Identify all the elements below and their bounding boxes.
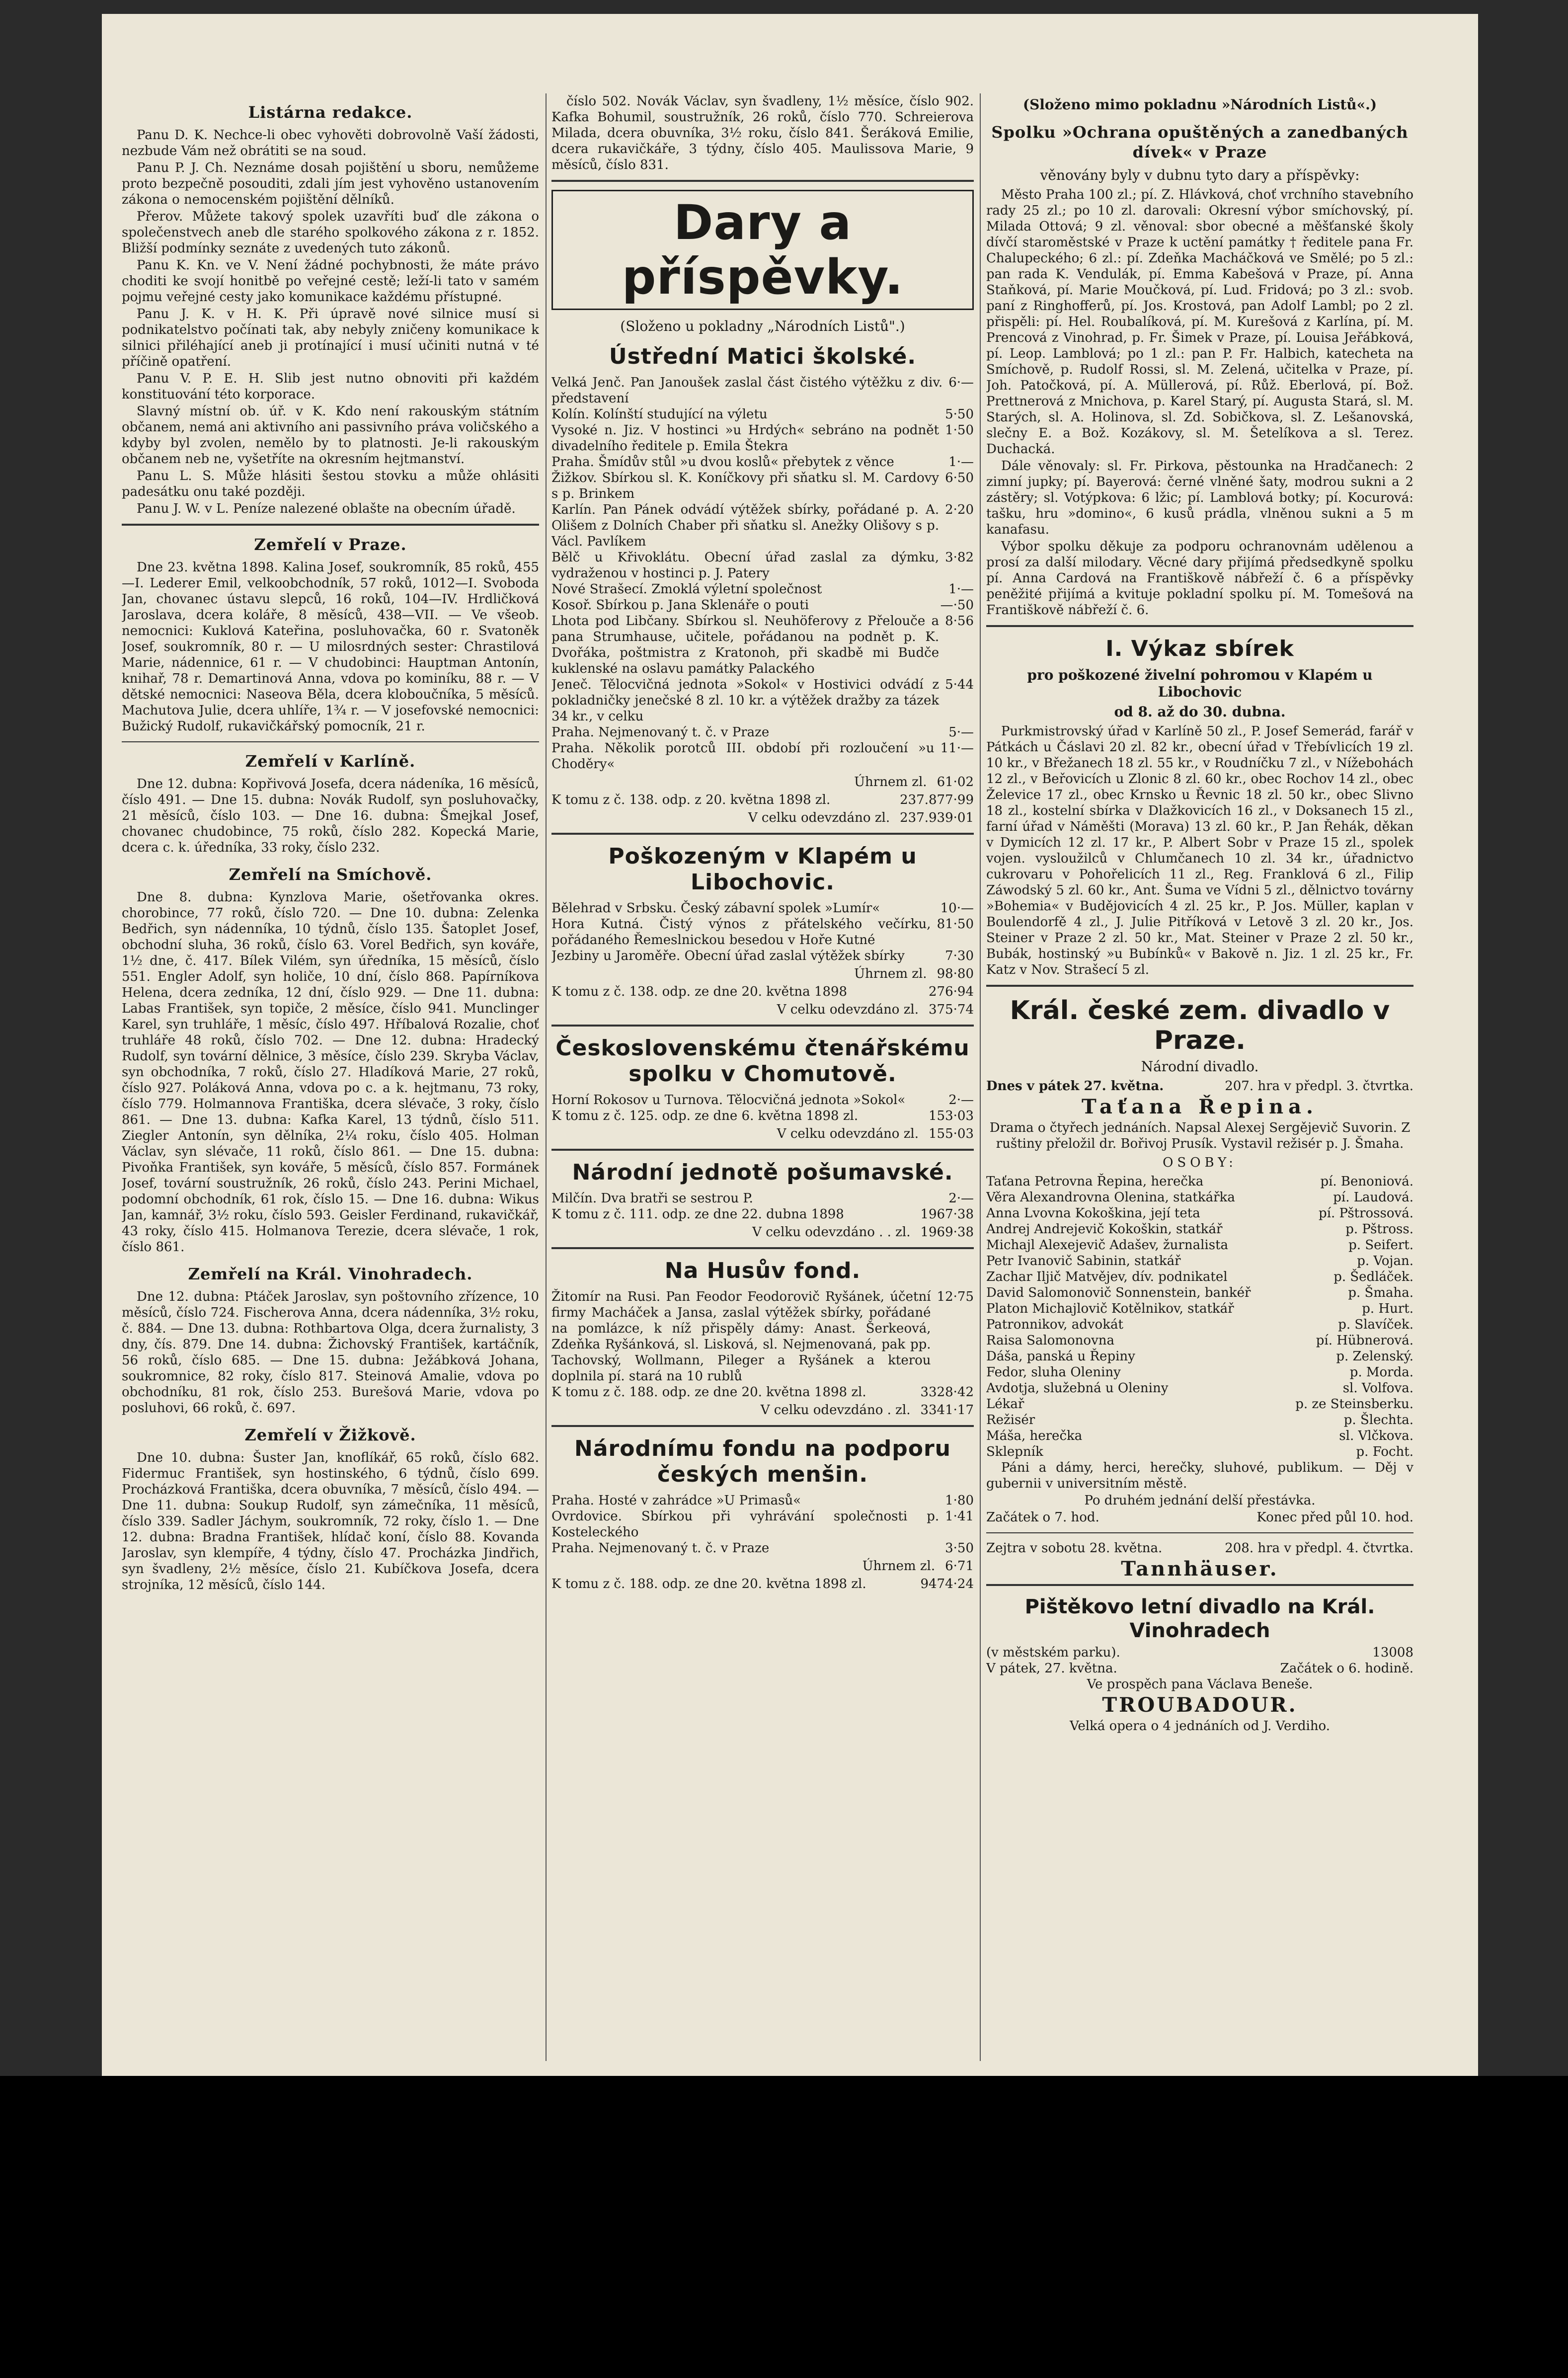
cast-actor: p. Focht. xyxy=(1356,1444,1413,1459)
donation-text: Nové Strašecí. Zmoklá výletní společnost xyxy=(551,582,822,597)
prev-amount: 3328·42 xyxy=(920,1385,974,1400)
total-amount: 98·80 xyxy=(937,966,974,981)
cast-role: Zachar Iljič Matvějev, dív. podnikatel xyxy=(986,1269,1228,1284)
donation-row xyxy=(551,916,974,948)
cast-row xyxy=(986,1237,1413,1253)
praha-heading: Zemřelí v Praze. xyxy=(254,535,407,554)
donation-amount: 10·— xyxy=(940,901,974,916)
cast-role: Andrej Andrejevič Kokoškin, statkář xyxy=(986,1222,1223,1237)
donation-row xyxy=(551,740,974,772)
donation-amount: 2·20 xyxy=(945,502,974,517)
donation-amount: 3·50 xyxy=(945,1541,974,1556)
cast-role: Dáša, panská u Řepiny xyxy=(986,1349,1135,1364)
cast-role: Petr Ivanovič Sabinin, statkář xyxy=(986,1254,1181,1268)
donation-amount: 6·— xyxy=(948,375,974,390)
friday-performance: 207. hra v předpl. 3. čtvrtka. xyxy=(1225,1079,1413,1094)
cast-actor: pí. Benoniová. xyxy=(1320,1174,1413,1189)
cast-row xyxy=(986,1189,1413,1205)
dary-heading: Dary a příspěvky. xyxy=(551,190,974,310)
cast-role: Režisér xyxy=(986,1413,1035,1427)
donation-row xyxy=(551,724,974,740)
smichov-text: Dne 8. dubna: Kynzlova Marie, ošetřovanka okres. chorobince, 77 roků, číslo 720. — Dne 10. dubna: Zelenka Bedřich, syn nádenníka, 10 týdnů, číslo 135. Šatoplet Josef, obchodní sluha, 36 roků, číslo 63. Vorel Bedřich, syn kováře, 1½ dne, č. 417. Bílek Vilém, syn úředníka, 15 měsíců, číslo 551. Engler Adolf, syn holiče, 10 dní, číslo 868. Papírníkova Helena, dcera zedníka, 12 dní, číslo 929. — Dne 11. dubna: Labas František, syn topiče, 2 měsíce, číslo 941. Munclinger Karel, syn truhláře, 1 měsíc, číslo 497. Hříbalová Rozalie, choť truhláře 48 roků, číslo 702. — Dne 12. dubna: Hradecký Rudolf, syn tovární dělnice, 3 měsíce, číslo 239. Skryba Václav, syn obchodníka, 7 roků, číslo 27. Hladíková Marie, 27 roků, číslo 927. Poláková Anna, vdova po c. a k. hejtmanu, 73 roky, číslo 779. Holmannova Františka, dcera slévače, 3 roky, číslo 861. — Dne 13. dubna: Kafka Karel, 13 týdnů, číslo 511. Ziegler Antonín, syn dělníka, 2¼ roku, číslo 405. Holman Václav, syn slévače, 11 roků, číslo 861. — Dne 15. dubna: Pivoňka František, syn kováře, 5 měsíců, číslo 857. Formánek Josef, tovární soustružník, 26 roků, číslo 243. Perini Michael, podomní obchodník, 61 rok, číslo 15. — Dne 16. dubna: Wikus Jan, kamnář, 3½ roku, číslo 593. Geisler Ferdinand, rukavičkář, 43 roky, číslo 415. Holmanova Terezie, dcera slévače, 1 rok, číslo 861. xyxy=(122,890,539,1255)
mensiny-prev xyxy=(551,1576,974,1592)
prev-label: K tomu z č. 188. odp. ze dne 20. května 1898 zl. xyxy=(551,1577,866,1591)
cast-role: David Salomonovič Sonnenstein, bankéř xyxy=(986,1285,1251,1300)
listarna-item: Panu J. W. v L. Peníze nalezené oblašte na obecním úřadě. xyxy=(137,501,516,516)
cast-role: Taťana Petrovna Řepina, herečka xyxy=(986,1174,1204,1189)
sum-label: V celku odevzdáno zl. xyxy=(777,1126,919,1141)
sum-label: V celku odevzdáno zl. xyxy=(777,1002,919,1017)
chomutov-heading: Československému čtenářskému spolku v Chomutově. xyxy=(555,1035,970,1087)
divider xyxy=(551,180,974,182)
posumava-list xyxy=(551,1190,974,1206)
listarna-item: Panu P. J. Ch. Neznáme dosah pojištění u sboru, nemůžeme proto bezpečně posouditi, zdali jím jest vyhověno ustanovením zákona o nemocenském pojištění dělníků. xyxy=(122,160,539,207)
total-amount: 61·02 xyxy=(937,775,974,790)
cast-row xyxy=(986,1253,1413,1269)
cast-row xyxy=(986,1412,1413,1428)
prev-label: K tomu z č. 125. odp. ze dne 6. května 1898 zl. xyxy=(551,1109,859,1123)
cast-row xyxy=(986,1205,1413,1221)
listarna-item: Panu L. S. Může hlásiti šestou stovku a může ohlásiti padesátku onu také později. xyxy=(122,469,539,499)
donation-text: Vysoké n. Jiz. V hostinci »u Hrdých« sebráno na podnět divadelního ředitele p. Emila Štekra xyxy=(551,423,940,454)
prev-amount: 153·03 xyxy=(929,1109,974,1123)
donation-row xyxy=(551,502,974,550)
donation-text: Praha. Šmídův stůl »u dvou koslů« přebytek z věnce xyxy=(551,455,894,470)
cast-row xyxy=(986,1221,1413,1237)
donation-row xyxy=(551,550,974,581)
donation-text: Praha. Několik porotců III. období při rozloučení »u Choděry« xyxy=(551,741,935,772)
spolek-heading: Spolku »Ochrana opuštěných a zanedbaných dívek« v Praze xyxy=(991,123,1409,161)
karline-heading: Zemřelí v Karlíně. xyxy=(245,752,416,771)
donation-amount: 2·— xyxy=(948,1191,974,1206)
divider xyxy=(986,1532,1413,1533)
cast-row xyxy=(986,1380,1413,1396)
play-title: Taťana Řepina. xyxy=(1082,1095,1318,1118)
donation-amount: 5·44 xyxy=(945,677,974,692)
divider xyxy=(551,1025,974,1027)
cast-row xyxy=(986,1396,1413,1412)
prev-amount: 9474·24 xyxy=(920,1577,974,1591)
cast-actor: pí. Pštrossová. xyxy=(1319,1206,1413,1221)
right-column xyxy=(986,93,1413,2061)
cast-role: Věra Alexandrovna Olenina, statkářka xyxy=(986,1190,1235,1205)
listarna-list xyxy=(122,127,539,517)
mensiny-heading: Národnímu fondu na podporu českých menšin. xyxy=(574,1436,951,1487)
donation-row xyxy=(551,597,974,613)
matice-prev xyxy=(551,792,974,808)
divider xyxy=(986,625,1413,627)
cast-row xyxy=(986,1285,1413,1301)
end-time: Konec před půl 10. hod. xyxy=(1256,1510,1413,1525)
donation-amount: 81·50 xyxy=(937,917,974,932)
klapy-total xyxy=(551,966,974,982)
divider xyxy=(551,1149,974,1151)
donation-text: Kosoř. Sbírkou p. Jana Sklenáře o pouti xyxy=(551,598,809,613)
sum-amount: 375·74 xyxy=(929,1002,974,1017)
theatre-subheading: Národní divadlo. xyxy=(1141,1058,1259,1075)
cast-list xyxy=(986,1174,1413,1460)
donation-amount: 8·56 xyxy=(945,614,974,629)
mid-top-text: číslo 502. Novák Václav, syn švadleny, 1½ měsíce, číslo 902. Kafka Bohumil, soustružník, 26 roků, číslo 770. Schreierova Milada, dcera obuvníka, 3½ roku, číslo 841. Šeráková Emilie, dcera rukavičkáře, 3 týdny, číslo 405. Maulissova Marie, 9 měsíců, číslo 831. xyxy=(551,94,974,172)
husuv-list xyxy=(551,1289,974,1384)
cast-row xyxy=(986,1364,1413,1380)
donation-amount: —·50 xyxy=(940,598,974,613)
matice-total xyxy=(551,774,974,790)
donation-text: Praha. Nejmenovaný t. č. v Praze xyxy=(551,1541,770,1556)
right-top-sub: (Složeno mimo pokladnu »Národních Listů«.) xyxy=(1022,96,1377,113)
klapy-sum xyxy=(551,1002,974,1018)
matice-list xyxy=(551,375,974,772)
donation-amount: 3·82 xyxy=(945,550,974,565)
husuv-sum xyxy=(551,1402,974,1418)
sum-amount: 237.939·01 xyxy=(900,810,974,825)
donation-row xyxy=(551,1493,974,1508)
cast-actor: p. Pštross. xyxy=(1345,1222,1413,1237)
cast-role: Patronnikov, advokát xyxy=(986,1317,1123,1332)
klapy-prev xyxy=(551,984,974,1000)
donation-row xyxy=(551,1092,974,1108)
prev-amount: 1967·38 xyxy=(920,1207,974,1222)
cast-row xyxy=(986,1428,1413,1444)
saturday-performance: 208. hra v předpl. 4. čtvrtka. xyxy=(1225,1541,1413,1556)
cast-actor: p. Šlechta. xyxy=(1343,1413,1413,1427)
donation-text: Horní Rokosov u Turnova. Tělocvičná jednota »Sokol« xyxy=(551,1093,906,1108)
donation-text: Praha. Hosté v zahrádce »U Primasů« xyxy=(551,1493,801,1508)
middle-column xyxy=(551,93,974,2061)
divider xyxy=(986,985,1413,987)
donation-text: Velká Jenč. Pan Janoušek zaslal část čistého výtěžku z div. představení xyxy=(551,375,943,406)
cast-role: Máša, herečka xyxy=(986,1428,1083,1443)
husuv-prev xyxy=(551,1384,974,1400)
total-label: Úhrnem zl. xyxy=(862,1559,936,1574)
zizkov-text: Dne 10. dubna: Šuster Jan, knoflíkář, 65 roků, číslo 682. Fidermuc František, syn hostinského, 6 týdnů, číslo 699. Procházková Františka, dcera obuvníka, 7 měsíců, číslo 494. — Dne 11. dubna: Soukup Rudolf, syn zámečníka, 11 měsíců, číslo 339. Sadler Jáchym, soukromník, 72 roky, číslo 1. — Dne 12. dubna: Bradna František, hlídač koní, číslo 88. Kovanda Jaroslav, syn klempíře, 4 týdny, číslo 47. Procházka Jindřich, syn švadleny, 2½ měsíce, číslo 21. Kubíčkova Josefa, dcera strojníka, 12 měsíců, číslo 144. xyxy=(122,1450,539,1592)
donation-row xyxy=(551,470,974,502)
donation-text: Praha. Nejmenovaný t. č. v Praze xyxy=(551,725,770,740)
cast-actor: p. ze Steinsberku. xyxy=(1295,1397,1413,1412)
vinohrady-date: V pátek, 27. května. xyxy=(986,1661,1117,1676)
dary-subheading: (Složeno u pokladny „Národních Listů".) xyxy=(620,318,905,334)
prev-label: K tomu z č. 188. odp. ze dne 20. května 1898 zl. xyxy=(551,1385,866,1400)
mensiny-total xyxy=(551,1558,974,1574)
listarna-item: Panu J. K. v H. K. Při úpravě nové silnice musí si podnikatelstvo počínati tak, aby nebyly zničeny komunikace k silnici přiléhající aneb ji protínající i musí učiniti nutná v té příčině opatření. xyxy=(122,307,539,369)
chomutov-list xyxy=(551,1092,974,1108)
donation-text: Karlín. Pan Pánek odvádí výtěžek sbírky, pořádané p. A. Olišem z Dolních Chaber při sňatku sl. Anežky Olišovy s p. Václ. Pavlíkem xyxy=(551,502,940,549)
klapy-list xyxy=(551,900,974,964)
cast-actor: p. Vojan. xyxy=(1357,1254,1413,1268)
donation-text: Milčín. Dva bratři se sestrou P. xyxy=(551,1191,753,1206)
donation-row xyxy=(551,1540,974,1556)
sum-amount: 3341·17 xyxy=(920,1403,974,1418)
divider xyxy=(551,1425,974,1427)
black-background xyxy=(0,2076,1568,2378)
donation-amount: 1·41 xyxy=(945,1509,974,1524)
donation-text: Jezbiny u Jaroměře. Obecní úřad zaslal výtěžek sbírky xyxy=(551,949,905,963)
donation-text: Hora Kutná. Čistý výnos z přátelského večírku, pořádaného Řemeslnickou besedou v Hoře Kutné xyxy=(551,917,931,948)
saturday-label: Zejtra v sobotu 28. května. xyxy=(986,1541,1163,1556)
donation-row xyxy=(551,454,974,470)
cast-actor: sl. Volfova. xyxy=(1342,1381,1413,1396)
donation-amount: 1·50 xyxy=(945,423,974,438)
karline-text: Dne 12. dubna: Kopřivová Josefa, dcera nádeníka, 16 měsíců, číslo 491. — Dne 15. dubna: Novák Rudolf, syn posluhovačky, 21 měsíců, číslo 103. — Dne 16. dubna: Šmejkal Josef, chovanec chudobince, 75 roků, číslo 282. Kopecká Marie, dcera c. k. úředníka, 33 roky, číslo 232. xyxy=(122,777,539,855)
donation-text: Kolín. Kolínští studující na výletu xyxy=(551,407,768,422)
cast-actor: pí. Laudová. xyxy=(1333,1190,1413,1205)
start-time: Začátek o 7. hod. xyxy=(986,1510,1099,1525)
smichov-heading: Zemřelí na Smíchově. xyxy=(229,865,432,884)
divider xyxy=(122,524,539,526)
cast-role: Michajl Alexejevič Adašev, žurnalista xyxy=(986,1238,1229,1253)
posumava-sum xyxy=(551,1224,974,1240)
donation-row xyxy=(551,1289,974,1384)
donation-row xyxy=(551,613,974,677)
column-divider xyxy=(546,93,547,2061)
column-divider xyxy=(980,93,981,2061)
posumava-heading: Národní jednotě pošumavské. xyxy=(572,1160,953,1185)
theatre-heading: Král. české zem. divadlo v Praze. xyxy=(1010,996,1390,1055)
cast-heading: OSOBY: xyxy=(1163,1155,1237,1170)
cast-actor: p. Zelenský. xyxy=(1336,1349,1413,1364)
prev-label: K tomu z č. 138. odp. ze dne 20. května 1898 xyxy=(551,984,848,999)
listarna-item: Slavný místní ob. úř. v K. Kdo není rakouským státním občanem, nemá ani aktivního ani passivního práva voličského a kdyby byl zvolen, nemělo by to platnosti. Je-li rakouským občanem neb ne, vyšetříte na okresním hejtmanství. xyxy=(122,404,539,467)
cast-role: Raisa Salomonovna xyxy=(986,1333,1115,1348)
donation-amount: 1·— xyxy=(948,582,974,597)
vykaz-subheading: pro poškozené živelní pohromou v Klapém u Libochovic xyxy=(1027,667,1373,700)
posumava-prev xyxy=(551,1206,974,1222)
donation-amount: 1·— xyxy=(948,455,974,470)
listarna-item: Panu V. P. E. H. Slib jest nutno obnoviti při každém konstituování této korporace. xyxy=(122,371,539,402)
spolek-text-3: Výbor spolku děkuje za podporu ochranovnám udělenou a prosí za další milodary. Věcné dary přijímá předsedkyně spolku pí. Anna Cardová na Františkově nábřeží č. 6 a příspěvky peněžité přijímá a kvituje pokladní spolku pí. M. Tomešová na Františkově nábřeží č. 6. xyxy=(986,539,1413,618)
donation-amount: 11·— xyxy=(940,741,974,756)
matice-sum xyxy=(551,810,974,826)
donation-amount: 6·50 xyxy=(945,471,974,485)
mensiny-list xyxy=(551,1493,974,1556)
cast-row xyxy=(986,1174,1413,1189)
vykaz-date: od 8. až do 30. dubna. xyxy=(1114,704,1286,720)
donation-row xyxy=(551,422,974,454)
cast-role: Avdotja, služebná u Oleniny xyxy=(986,1381,1169,1396)
cast-row xyxy=(986,1444,1413,1460)
donation-amount: 1·80 xyxy=(945,1493,974,1508)
cast-actor: sl. Vlčkova. xyxy=(1339,1428,1413,1443)
chomutov-sum xyxy=(551,1126,974,1142)
cast-role: Sklepník xyxy=(986,1444,1043,1459)
listarna-item: Panu K. Kn. ve V. Není žádné pochybnosti, že máte právo choditi ke svojí honitbě po veřejné cestě; leží-li tato v samém pojmu veřejné cesty jako komunikace každému přístupné. xyxy=(122,258,539,305)
donation-amount: 12·75 xyxy=(937,1289,974,1304)
donation-text: Lhota pod Libčany. Sbírkou sl. Neuhöferovy z Přelouče a pana Strumhause, učitele, pořádanou na podnět p. K. Dvořáka, poštmistra z Kratonoh, při skadbě mi Budče kuklenské na oslavu památky Palackého xyxy=(551,614,940,676)
cast-note: Páni a dámy, herci, herečky, sluhové, publikum. — Děj v gubernii v universitním městě. xyxy=(986,1460,1413,1491)
listarna-item: Přerov. Můžete takový spolek uzavříti buď dle zákona o společenstvech aneb dle starého spolkového zákona z r. 1852. Bližší podmínky seznáte z uvedených tuto zákonů. xyxy=(122,209,539,256)
prev-amount: 237.877·99 xyxy=(900,793,974,807)
cast-note-2: Po druhém jednání delší přestávka. xyxy=(1084,1493,1316,1508)
spolek-text: Město Praha 100 zl.; pí. Z. Hlávková, choť vrchního stavebního rady 25 zl.; po 10 zl. darovali: Okresní výbor smíchovský, pí. Milada Ottová; 9 zl. věnoval: sbor obecné a měšťanské školy dívčí staroměstské v Praze k uctění památky † ředitele pana Fr. Chalupeckého; 6 zl.: pí. Zdeňka Macháčková ve Smělé; po 5 zl.: pan rada K. Vendulák, pí. Emma Kabešová v Praze, pí. Anna Staňková, pí. Marie Moučková, pí. Lud. Fridová; po 3 zl.: svob. paní z Ringhofferů, pí. Jos. Krostová, pan Adolf Lambl; po 2 zl. přispěli: pí. Hel. Roubalíková, pí. M. Kurešová z Karlína, pí. M. Prencová z Vinohrad, p. Fr. Šimek v Praze, pí. Louisa Jeřábková, pí. Leop. Lamblová; po 1 zl.: pan P. Fr. Halbich, katecheta na Smíchově, p. Rudolf Rossi, sl. M. Zelená, učitelka v Praze, pí. Joh. Patočková, pí. A. Müllerová, pí. Růž. Eberlová, pí. Bož. Prettnerová z Mnichova, p. Karel Starý, pí. Augusta Stará, sl. M. Starých, sl. A. Holinova, sl. Zd. Sobičkova, sl. Z. Lešanovská, slečny E. a Bož. Kozákovy, sl. M. Šetelíkova a sl. Terez. Duchacká. xyxy=(986,187,1413,457)
donation-amount: 5·50 xyxy=(945,407,974,422)
divider xyxy=(551,833,974,835)
donation-row xyxy=(551,581,974,597)
cast-actor: p. Hurt. xyxy=(1362,1301,1413,1316)
sum-amount: 155·03 xyxy=(929,1126,974,1141)
cast-row xyxy=(986,1269,1413,1285)
donation-row xyxy=(551,1508,974,1540)
saturday-play: Tannhäuser. xyxy=(1121,1557,1279,1581)
cast-row xyxy=(986,1317,1413,1333)
donation-amount: 7·30 xyxy=(945,949,974,963)
donation-row xyxy=(551,948,974,964)
donation-text: Žižkov. Sbírkou sl. K. Koníčkovy při sňatku sl. M. Cardovy s p. Brinkem xyxy=(551,471,940,501)
klapy-heading: Poškozeným v Klapém u Libochovic. xyxy=(608,844,917,895)
cast-actor: p. Slavíček. xyxy=(1338,1317,1413,1332)
matice-heading: Ústřední Matici školské. xyxy=(609,344,917,369)
total-label: Úhrnem zl. xyxy=(854,775,927,790)
cast-row xyxy=(986,1348,1413,1364)
vinohrady-text: Dne 12. dubna: Ptáček Jaroslav, syn poštovního zřízence, 10 měsíců, číslo 724. Fischerova Anna, dcera nádenníka, 3½ roku, č. 884. — Dne 13. dubna: Rothbartova Olga, dcera žurnalisty, 3 dny, čís. 879. Dne 14. dubna: Žichovský František, kartáčník, 56 roků, číslo 685. — Dne 15. dubna: Ježábková Johana, soukromnice, 82 roky, číslo 817. Steinová Amalie, vdova po obchodníku, 81 rok, číslo 253. Burešová Marie, vdova po posluhovi, 66 roků, č. 697. xyxy=(122,1289,539,1416)
chomutov-prev xyxy=(551,1108,974,1124)
donation-amount: 2·— xyxy=(948,1093,974,1108)
vinohrady-benefit: Ve prospěch pana Václava Beneše. xyxy=(1087,1677,1313,1692)
spolek-intro: věnovány byly v dubnu tyto dary a příspěvky: xyxy=(1040,167,1360,183)
donation-amount: 5·— xyxy=(948,725,974,740)
time-line xyxy=(986,1509,1413,1525)
cast-actor: p. Šmaha. xyxy=(1348,1285,1413,1300)
donation-row xyxy=(551,1190,974,1206)
sum-label: V celku odevzdáno zl. xyxy=(748,810,890,825)
vinohrady-description: Velká opera o 4 jednáních od J. Verdiho. xyxy=(1069,1719,1331,1734)
saturday-line xyxy=(986,1540,1413,1556)
vinohrady-number: 13008 xyxy=(1372,1645,1413,1660)
vinohrady-sub: (v městském parku). xyxy=(986,1645,1120,1660)
cast-role: Anna Lvovna Kokoškina, její teta xyxy=(986,1206,1200,1221)
spolek-text-2: Dále věnovaly: sl. Fr. Pirkova, pěstounka na Hradčanech: 2 zimní jupky; pí. Bayerová: černé vlněné šaty, modrou sukni a 2 zástěry; sl. Votýpkova: 6 lžic; pí. Lamblová botky; pí. Kocurová: tašku, hru »domino«, 6 kusů prádla, vlněnou sukni a 5 m kanafasu. xyxy=(986,459,1413,537)
donation-row xyxy=(551,375,974,406)
donation-text: Bělehrad v Srbsku. Český zábavní spolek »Lumír« xyxy=(551,901,880,916)
friday-label: Dnes v pátek 27. května. xyxy=(986,1079,1164,1094)
divider xyxy=(551,1247,974,1249)
donation-text: Ovrdovice. Sbírkou při vyhrávání společnosti p. Kosteleckého xyxy=(551,1509,940,1540)
prev-amount: 276·94 xyxy=(929,984,974,999)
vinohrady-sub-line xyxy=(986,1645,1413,1661)
listarna-item: Panu D. K. Nechce-li obec vyhověti dobrovolně Vaší žádosti, nezbude Vám než obrátiti se na soud. xyxy=(122,128,539,159)
donation-row xyxy=(551,900,974,916)
newspaper-page xyxy=(102,14,1478,2076)
husuv-heading: Na Husův fond. xyxy=(664,1258,861,1283)
cast-actor: p. Šedláček. xyxy=(1333,1269,1413,1284)
sum-label: V celku odevzdáno . . zl. xyxy=(752,1225,911,1240)
friday-line xyxy=(986,1078,1413,1094)
left-column xyxy=(122,93,539,2061)
donation-text: Jeneč. Tělocvičná jednota »Sokol« v Hostivici odvádí z pokladničky jenečské 8 zl. 10 kr. a výtěžek dražby za tázek 34 kr., v celku xyxy=(551,677,940,724)
donation-text: Bělč u Křivoklátu. Obecní úřad zaslal za dýmku, vydraženou v hostinci p. J. Patery xyxy=(551,550,940,581)
donation-text: Žitomír na Rusi. Pan Feodor Feodorovič Ryšánek, účetní firmy Macháček a Jansa, zaslal výtěžek sbírky, pořádané na pomlázce, k níž přispěly dámy: Anast. Šerkeová, Zdeňka Ryšánková, sl. Lisková, sl. Nejmenovaná, pak pp. Tachovský, Wollmann, Pileger a Ryšánek a kterou doplnila pí. stará na 10 rublů xyxy=(551,1289,931,1384)
vinohrady-play: TROUBADOUR. xyxy=(1102,1693,1298,1717)
vinohrady-heading: Zemřelí na Král. Vinohradech. xyxy=(188,1265,473,1283)
vykaz-text: Purkmistrovský úřad v Karlíně 50 zl., P. Josef Semerád, farář v Pátkách u Čáslavi 20 zl. 82 kr., obecní úřad v Třebívlicích 19 zl. 10 kr., v Břežanech 18 zl. 55 kr., v Roudníčku 7 zl., v Nížebohách 12 zl., v Beřovicích u Zlonic 8 zl. 60 kr., obec Rochov 14 zl., obec Želevice 17 zl., obec Krnsko u Řevnic 18 zl. 50 kr., obec Slivno 18 zl., kostelní sbírka v Dlažkovicích 16 zl., v Doksanech 15 zl., farní úřad v Náměšti (Morava) 13 zl. 60 kr., P. Jan Řehák, děkan v Dymicích 12 zl. 17 kr., P. Albert Sobr v Praze 15 zl., spolek vojen. vysloužilců v Chlumčanech 10 zl. 34 kr., úřadnictvo cukrovaru v Pohořelicích 11 zl., Reg. Franklová 6 zl., Filip Záwodský 5 zl. 60 kr., Ant. Šuma ve Vídni 5 zl., dělnictvo továrny »Bohemia« v Budějovicích 4 zl. 25 kr., P. Jos. Müller, kaplan v Boulendorfě 4 zl., J. Julie Pitříková v Letově 3 zl. 20 kr., Jos. Steiner v Praze 2 zl. 50 kr., Mat. Steiner v Praze 2 zl. 50 kr., Bubák, hostinský »u Bubínků« v Bakově n. Jiz. 1 zl. 25 kr., Fr. Katz v Nov. Strašecí 5 zl. xyxy=(986,724,1413,977)
cast-row xyxy=(986,1301,1413,1317)
sum-label: V celku odevzdáno . zl. xyxy=(760,1403,911,1418)
vinohrady-start: Začátek o 6. hodině. xyxy=(1280,1661,1413,1676)
prev-label: K tomu z č. 111. odp. ze dne 22. dubna 1898 xyxy=(551,1207,844,1222)
cast-actor: pí. Hübnerová. xyxy=(1316,1333,1413,1348)
listarna-heading: Listárna redakce. xyxy=(248,103,413,122)
cast-role: Platon Michajlovič Kotělnikov, statkář xyxy=(986,1301,1234,1316)
vykaz-heading: I. Výkaz sbírek xyxy=(1105,636,1294,661)
divider xyxy=(986,1584,1413,1586)
donation-row xyxy=(551,677,974,724)
divider xyxy=(122,741,539,742)
cast-actor: p. Seifert. xyxy=(1348,1238,1413,1253)
sum-amount: 1969·38 xyxy=(920,1225,974,1240)
cast-actor: p. Morda. xyxy=(1349,1365,1413,1380)
play-description: Drama o čtyřech jednáních. Napsal Alexej Sergějevič Suvorin. Z ruštiny přeložil dr. Bořivoj Prusík. Vystavil režisér p. J. Šmaha. xyxy=(989,1120,1411,1151)
total-amount: 6·71 xyxy=(945,1559,974,1574)
cast-role: Fedor, sluha Oleniny xyxy=(986,1365,1121,1380)
prev-label: K tomu z č. 138. odp. z 20. května 1898 zl. xyxy=(551,793,831,807)
donation-row xyxy=(551,406,974,422)
zizkov-heading: Zemřelí v Žižkově. xyxy=(244,1426,416,1444)
vinohrady-date-line xyxy=(986,1661,1413,1676)
cast-row xyxy=(986,1333,1413,1348)
vinohrady-theatre-heading: Pištěkovo letní divadlo na Král. Vinohradech xyxy=(1024,1595,1375,1642)
total-label: Úhrnem zl. xyxy=(854,966,927,981)
cast-role: Lékař xyxy=(986,1397,1024,1412)
praha-text: Dne 23. května 1898. Kalina Josef, soukromník, 85 roků, 455—I. Lederer Emil, velkoobchodník, 57 roků, 1012—I. Svoboda Jan, chovanec ústavu slepců, 16 roků, 104—IV. Hrdličková Jaroslava, dcera koláře, 8 měsíců, 438—VII. — Ve všeob. nemocnici: Kuklová Kateřina, posluhovačka, 60 r. Svatoněk Josef, soukromník, 80 r. — U milosrdných sester: Chrastilová Marie, nádennice, 61 r. — V chudobinci: Hauptman Antonín, knihař, 78 r. Demartinová Anna, vdova po kominíku, 88 r. — V dětské nemocnici: Naseova Běla, dcera kloboučníka, 5 měsíců. Machutova Julie, dcera uhlíře, 1¾ r. — V josefovské nemocnici: Bužický Rudolf, rukavičkářský pomocník, 21 r. xyxy=(122,560,539,734)
